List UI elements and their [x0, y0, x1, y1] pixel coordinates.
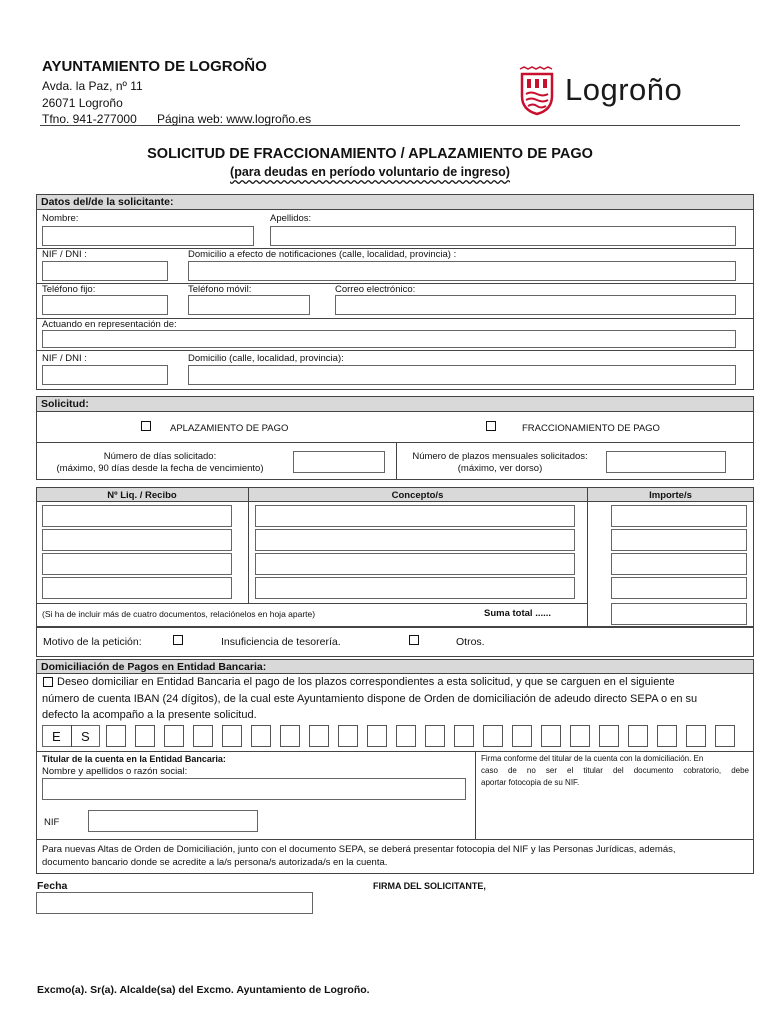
org-name: AYUNTAMIENTO DE LOGROÑO	[42, 58, 267, 75]
iban-digit[interactable]	[512, 725, 532, 747]
correo-label: Correo electrónico:	[335, 284, 416, 295]
iban-letter-e: E	[52, 729, 61, 744]
iban-digit[interactable]	[541, 725, 561, 747]
tel-movil-field[interactable]	[188, 295, 310, 315]
bank-text-3: defecto la acompaño a la presente solicitud.	[42, 709, 257, 721]
fecha-field[interactable]	[36, 892, 313, 914]
iban-digit[interactable]	[164, 725, 184, 747]
motivo-row	[36, 627, 754, 657]
tel-movil-label: Teléfono móvil:	[188, 284, 252, 295]
bank-note-1: Para nuevas Altas de Orden de Domiciliación, junto con el documento SEPA, se deberá presentar fotocopia del NIF y las Personas Jurídicas, además,	[42, 844, 676, 855]
liq-field-2[interactable]	[42, 529, 232, 551]
iban-digit[interactable]	[483, 725, 503, 747]
concepto-field-3[interactable]	[255, 553, 575, 575]
aplazamiento-checkbox[interactable]	[141, 421, 151, 431]
logo-wordmark: Logroño	[565, 72, 683, 107]
domicilio-field[interactable]	[188, 365, 736, 385]
org-address: Avda. la Paz, nº 11	[42, 79, 143, 93]
importe-field-1[interactable]	[611, 505, 747, 527]
importe-field-2[interactable]	[611, 529, 747, 551]
iban-digit[interactable]	[193, 725, 213, 747]
org-city: 26071 Logroño	[42, 96, 123, 110]
nif2-field[interactable]	[42, 365, 168, 385]
representacion-label: Actuando en representación de:	[42, 319, 177, 330]
otros-label: Otros.	[456, 636, 485, 648]
liq-field-4[interactable]	[42, 577, 232, 599]
apellidos-label: Apellidos:	[270, 213, 312, 224]
concepto-field-4[interactable]	[255, 577, 575, 599]
concepto-field-2[interactable]	[255, 529, 575, 551]
bank-text-1: Deseo domiciliar en Entidad Bancaria el pago de los plazos correspondientes a esta solicitud, y que se carguen en el siguiente	[57, 676, 675, 688]
solicitud-header	[36, 396, 754, 412]
table-note: (Si ha de incluir más de cuatro documentos, relaciónelos en hoja aparte)	[42, 609, 316, 619]
iban-digit[interactable]	[657, 725, 677, 747]
liq-field-3[interactable]	[42, 553, 232, 575]
org-web: Página web: www.logroño.es	[157, 112, 312, 126]
logroño-logo	[517, 66, 557, 121]
titular-nombre-label: Nombre y apellidos o razón social:	[42, 766, 188, 777]
firma-note-3: aportar fotocopia de su NIF.	[481, 778, 580, 787]
iban-digit[interactable]	[367, 725, 387, 747]
plazos-label-2: (máximo, ver dorso)	[457, 463, 543, 474]
apellidos-field[interactable]	[270, 226, 736, 246]
nombre-label: Nombre:	[42, 213, 79, 224]
firma-note-1: Firma conforme del titular de la cuenta con la domiciliación. En	[481, 754, 704, 763]
iban-digit[interactable]	[570, 725, 590, 747]
domicilio-notif-field[interactable]	[188, 261, 736, 281]
nombre-field[interactable]	[42, 226, 254, 246]
iban-digit[interactable]	[628, 725, 648, 747]
coat-of-arms-icon	[517, 66, 557, 116]
otros-checkbox[interactable]	[409, 635, 419, 645]
firma-solicitante-label: FIRMA DEL SOLICITANTE,	[373, 881, 486, 891]
suma-label: Suma total ......	[484, 608, 552, 619]
fecha-label: Fecha	[37, 880, 68, 892]
dias-label-1: Número de días solicitado:	[103, 451, 217, 462]
form-subtitle: (para deudas en período voluntario de ingreso)	[230, 165, 510, 179]
iban-digit[interactable]	[222, 725, 242, 747]
fraccionamiento-label: FRACCIONAMIENTO DE PAGO	[522, 423, 660, 434]
nif-field[interactable]	[42, 261, 168, 281]
iban-digit[interactable]	[309, 725, 329, 747]
representacion-field[interactable]	[42, 330, 736, 348]
iban-digit[interactable]	[715, 725, 735, 747]
iban-digit[interactable]	[106, 725, 126, 747]
liq-field-1[interactable]	[42, 505, 232, 527]
iban-digit[interactable]	[425, 725, 445, 747]
addressee: Excmo(a). Sr(a). Alcalde(sa) del Excmo. Ayuntamiento de Logroño.	[37, 984, 370, 996]
nif-label: NIF / DNI :	[42, 249, 87, 260]
iban-digit[interactable]	[599, 725, 619, 747]
titular-nif-field[interactable]	[88, 810, 258, 832]
bank-note-2: documento bancario donde se acredite a la/s persona/s autorizada/s en la cuenta.	[42, 857, 388, 868]
motivo-label: Motivo de la petición:	[43, 636, 142, 648]
suma-field[interactable]	[611, 603, 747, 625]
iban-digit[interactable]	[454, 725, 474, 747]
bank-text-2: número de cuenta IBAN (24 dígitos), de la cual este Ayuntamiento dispone de Orden de domiciliación de adeudo directo SEPA o en su	[42, 693, 698, 705]
iban-digit[interactable]	[396, 725, 416, 747]
iban-letter-s: S	[81, 729, 90, 744]
plazos-field[interactable]	[606, 451, 726, 473]
domicilio-label: Domicilio (calle, localidad, provincia):	[188, 353, 344, 364]
tel-fijo-label: Teléfono fijo:	[42, 284, 96, 295]
fraccionamiento-checkbox[interactable]	[486, 421, 496, 431]
insuficiencia-label: Insuficiencia de tesorería.	[221, 636, 341, 648]
form-title: SOLICITUD DE FRACCIONAMIENTO / APLAZAMIENTO DE PAGO	[147, 146, 593, 162]
aplazamiento-label: APLAZAMIENTO DE PAGO	[170, 423, 289, 434]
dias-label-2: (máximo, 90 días desde la fecha de vencimiento)	[56, 463, 264, 474]
iban-digit[interactable]	[338, 725, 358, 747]
titular-label: Titular de la cuenta en la Entidad Bancaria:	[42, 754, 226, 764]
applicant-title: Datos del/de la solicitante:	[41, 196, 174, 208]
concepto-field-1[interactable]	[255, 505, 575, 527]
org-phone: Tfno. 941-277000	[42, 112, 137, 126]
solicitud-title: Solicitud:	[41, 398, 89, 410]
plazos-label-1: Número de plazos mensuales solicitados:	[412, 451, 588, 462]
domicilio-notif-label: Domicilio a efecto de notificaciones (calle, localidad, provincia) :	[188, 249, 457, 260]
col-concepto-header: Concepto/s	[391, 490, 444, 501]
tel-fijo-field[interactable]	[42, 295, 168, 315]
firma-note-2: caso de no ser el titular del documento cobratorio, debe	[481, 766, 749, 775]
iban-digit[interactable]	[686, 725, 706, 747]
iban-digit[interactable]	[135, 725, 155, 747]
iban-digit[interactable]	[251, 725, 271, 747]
titular-nombre-field[interactable]	[42, 778, 466, 800]
correo-field[interactable]	[335, 295, 736, 315]
insuficiencia-checkbox[interactable]	[173, 635, 183, 645]
iban-digit[interactable]	[280, 725, 300, 747]
importe-field-4[interactable]	[611, 577, 747, 599]
col-importe-header: Importe/s	[649, 490, 692, 501]
header-divider	[40, 125, 740, 126]
titular-nif-label: NIF	[44, 817, 60, 828]
dias-field[interactable]	[293, 451, 385, 473]
col-liq-header: Nº Liq. / Recibo	[107, 490, 177, 501]
domiciliar-checkbox[interactable]	[43, 677, 53, 687]
importe-field-3[interactable]	[611, 553, 747, 575]
bank-title: Domiciliación de Pagos en Entidad Bancaria:	[41, 661, 267, 673]
nif2-label: NIF / DNI :	[42, 353, 87, 364]
